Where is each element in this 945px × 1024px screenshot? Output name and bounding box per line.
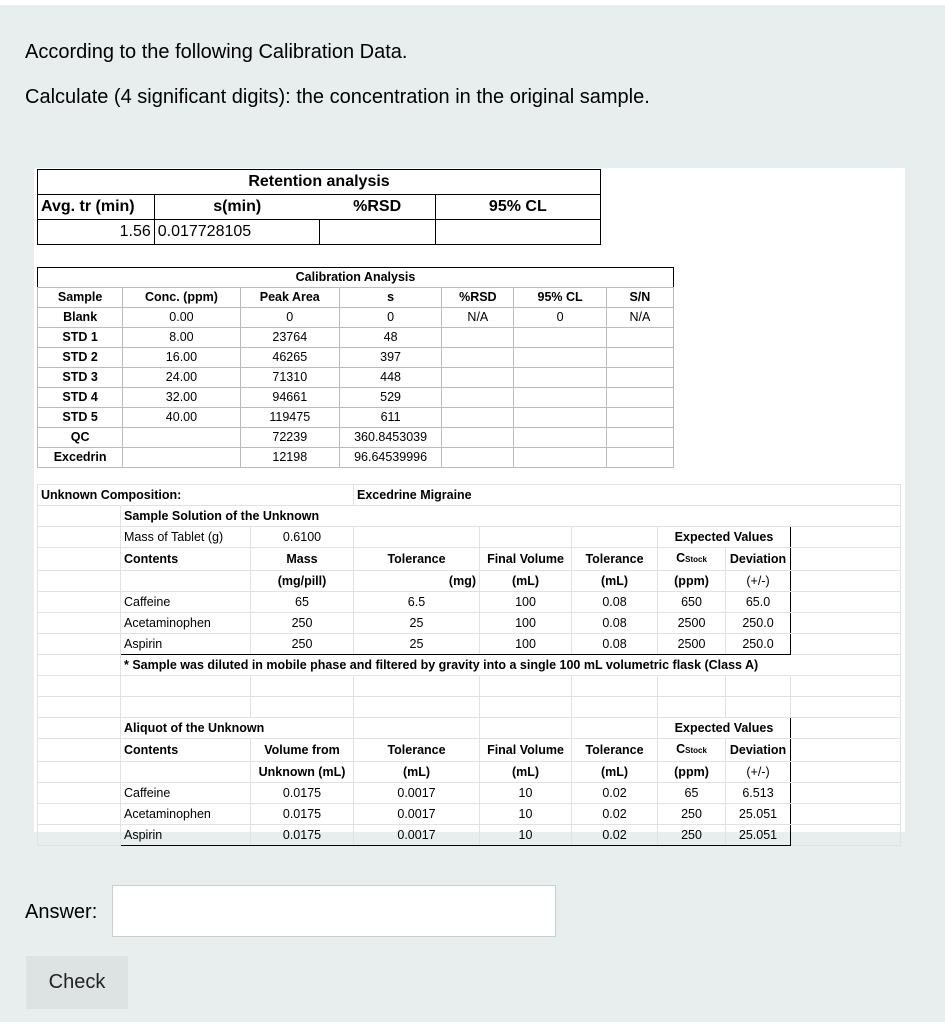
cell: 25: [354, 613, 480, 634]
unknown-composition-table: [37, 484, 901, 846]
al-hdr-tolerance: Tolerance: [354, 739, 480, 762]
cell: Caffeine: [121, 592, 251, 613]
cell: 2500: [658, 634, 726, 655]
retention-cl-value: [435, 220, 600, 245]
al-hdr-tolerance-2: Tolerance: [572, 739, 658, 762]
cell: [442, 368, 514, 388]
cell: STD 3: [38, 368, 123, 388]
table-row: [38, 348, 674, 368]
table-row: [38, 804, 901, 825]
cell: [442, 348, 514, 368]
cell: 0: [514, 308, 606, 328]
table-row: [38, 825, 901, 846]
cell: 0.08: [572, 634, 658, 655]
cell: Caffeine: [121, 783, 251, 804]
cell: Aspirin: [121, 825, 251, 846]
cell: 0.08: [572, 613, 658, 634]
cell: 250: [251, 634, 354, 655]
cell: 46265: [240, 348, 339, 368]
cell: 397: [339, 348, 441, 368]
hdr-mass: Mass: [251, 548, 354, 571]
table-row: [38, 592, 901, 613]
stock-subscript: Stock: [685, 746, 707, 755]
cell: 0: [240, 308, 339, 328]
al-hdr-c-stock: [658, 739, 726, 762]
cell: Blank: [38, 308, 123, 328]
cal-header-peak: Peak Area: [240, 288, 339, 308]
cell: 24.00: [123, 368, 240, 388]
retention-s-value: 0.017728105: [154, 220, 319, 245]
hdr-tolerance: Tolerance: [354, 548, 480, 571]
cell: 250.0: [726, 613, 791, 634]
stock-subscript: Stock: [685, 555, 707, 564]
cell: [514, 388, 606, 408]
cell: Excedrin: [38, 448, 123, 468]
cell: 6.513: [726, 783, 791, 804]
cell: [606, 368, 673, 388]
cell: [442, 428, 514, 448]
al-hdr-ml-3: (mL): [572, 762, 658, 783]
cell: [606, 388, 673, 408]
table-row: [38, 408, 674, 428]
cell: 250: [658, 804, 726, 825]
aliquot-expected-values: Expected Values: [658, 718, 791, 739]
cell: 65.0: [726, 592, 791, 613]
retention-avg-value: 1.56: [38, 220, 155, 245]
c-letter: C: [676, 742, 686, 756]
hdr-tolerance-2: Tolerance: [572, 548, 658, 571]
dilution-note: * Sample was diluted in mobile phase and filtered by gravity into a single 100 mL volumetric flask (Class A): [121, 655, 901, 676]
hdr-ppm: (ppm): [658, 571, 726, 592]
cell: 100: [480, 634, 572, 655]
cell: 25: [354, 634, 480, 655]
cell: 6.5: [354, 592, 480, 613]
check-button[interactable]: Check: [26, 956, 128, 1009]
answer-input[interactable]: [112, 885, 556, 937]
hdr-mg-pill: (mg/pill): [251, 571, 354, 592]
calibration-data-image: [34, 168, 905, 842]
cal-header-sn: S/N: [606, 288, 673, 308]
cell: 0.02: [572, 783, 658, 804]
cell: 71310: [240, 368, 339, 388]
aliquot-title: Aliquot of the Unknown: [121, 718, 354, 739]
al-hdr-unknown-ml: Unknown (mL): [251, 762, 354, 783]
cell: [123, 428, 240, 448]
answer-label: Answer:: [25, 901, 98, 923]
hdr-deviation: Deviation: [726, 548, 791, 571]
sample-solution-title: Sample Solution of the Unknown: [121, 506, 901, 527]
cell: [442, 388, 514, 408]
cell: [442, 408, 514, 428]
cell: 16.00: [123, 348, 240, 368]
cell: Acetaminophen: [121, 613, 251, 634]
cell: QC: [38, 428, 123, 448]
cell: 65: [251, 592, 354, 613]
cell: 0.0017: [354, 783, 480, 804]
cell: 650: [658, 592, 726, 613]
cell: 0.0017: [354, 825, 480, 846]
cell: 448: [339, 368, 441, 388]
table-row: [38, 634, 901, 655]
cell: STD 4: [38, 388, 123, 408]
calibration-table: [37, 267, 674, 468]
question-line-1: According to the following Calibration Data.: [25, 41, 408, 63]
cell: [514, 368, 606, 388]
cal-header-s: s: [339, 288, 441, 308]
cell: 94661: [240, 388, 339, 408]
table-row: [38, 448, 674, 468]
cell: 360.8453039: [339, 428, 441, 448]
al-hdr-ppm: (ppm): [658, 762, 726, 783]
cell: 23764: [240, 328, 339, 348]
cell: 119475: [240, 408, 339, 428]
cell: 250: [658, 825, 726, 846]
al-hdr-ml-2: (mL): [480, 762, 572, 783]
cell: 611: [339, 408, 441, 428]
cell: [606, 348, 673, 368]
cell: 100: [480, 592, 572, 613]
cell: 72239: [240, 428, 339, 448]
cell: [442, 328, 514, 348]
cell: [514, 428, 606, 448]
cal-header-rsd: %RSD: [442, 288, 514, 308]
cell: 40.00: [123, 408, 240, 428]
cell: [606, 328, 673, 348]
cell: 48: [339, 328, 441, 348]
cell: 0.0017: [354, 804, 480, 825]
cal-header-cl: 95% CL: [514, 288, 606, 308]
retention-rsd-value: [320, 220, 435, 245]
cell: Acetaminophen: [121, 804, 251, 825]
table-row: [38, 613, 901, 634]
hdr-mg: (mg): [354, 571, 480, 592]
cell: 96.64539996: [339, 448, 441, 468]
mass-label: Mass of Tablet (g): [121, 527, 251, 548]
cell: 250: [251, 613, 354, 634]
cell: 10: [480, 825, 572, 846]
cell: 32.00: [123, 388, 240, 408]
cell: 10: [480, 783, 572, 804]
cell: 12198: [240, 448, 339, 468]
retention-title: Retention analysis: [38, 170, 601, 195]
cell: [514, 408, 606, 428]
retention-header-rsd: %RSD: [320, 195, 435, 220]
unknown-label: Unknown Composition:: [38, 485, 354, 506]
cell: 65: [658, 783, 726, 804]
cal-header-sample: Sample: [38, 288, 123, 308]
cell: [514, 348, 606, 368]
question-panel: [0, 5, 945, 1022]
cell: 0.0175: [251, 825, 354, 846]
al-hdr-deviation: Deviation: [726, 739, 791, 762]
retention-header-cl: 95% CL: [435, 195, 600, 220]
cell: [606, 448, 673, 468]
cell: 0.0175: [251, 804, 354, 825]
cell: 25.051: [726, 825, 791, 846]
cell: 8.00: [123, 328, 240, 348]
expected-values-header: Expected Values: [658, 527, 791, 548]
cell: 100: [480, 613, 572, 634]
table-row: [38, 428, 674, 448]
hdr-ml-2: (mL): [572, 571, 658, 592]
hdr-pm: (+/-): [726, 571, 791, 592]
cell: 10: [480, 804, 572, 825]
cell: 0: [339, 308, 441, 328]
retention-header-s: s(min): [154, 195, 319, 220]
al-hdr-contents: Contents: [121, 739, 251, 762]
retention-header-avg: Avg. tr (min): [38, 195, 155, 220]
cell: N/A: [606, 308, 673, 328]
cell: [123, 448, 240, 468]
cell: [514, 448, 606, 468]
unknown-value: Excedrine Migraine: [354, 485, 901, 506]
table-row: [38, 308, 674, 328]
mass-value: 0.6100: [251, 527, 354, 548]
cell: 0.00: [123, 308, 240, 328]
cell: 25.051: [726, 804, 791, 825]
cal-header-conc: Conc. (ppm): [123, 288, 240, 308]
cell: 250.0: [726, 634, 791, 655]
cell: STD 1: [38, 328, 123, 348]
hdr-final-volume: Final Volume: [480, 548, 572, 571]
c-letter: C: [676, 551, 686, 565]
cell: STD 2: [38, 348, 123, 368]
cell: 529: [339, 388, 441, 408]
al-hdr-volume: Volume from: [251, 739, 354, 762]
cell: 0.02: [572, 804, 658, 825]
al-hdr-ml: (mL): [354, 762, 480, 783]
cell: [606, 408, 673, 428]
al-hdr-final-volume: Final Volume: [480, 739, 572, 762]
cell: 0.0175: [251, 783, 354, 804]
cell: [514, 328, 606, 348]
calibration-title: Calibration Analysis: [38, 268, 674, 288]
cell: [442, 448, 514, 468]
cell: 0.08: [572, 592, 658, 613]
cell: N/A: [442, 308, 514, 328]
hdr-ml: (mL): [480, 571, 572, 592]
hdr-contents: Contents: [121, 548, 251, 571]
cell: STD 5: [38, 408, 123, 428]
cell: [606, 428, 673, 448]
cell: 2500: [658, 613, 726, 634]
retention-table: [37, 169, 601, 245]
table-row: [38, 328, 674, 348]
hdr-c-stock: [658, 548, 726, 571]
cell: 0.02: [572, 825, 658, 846]
table-row: [38, 783, 901, 804]
al-hdr-pm: (+/-): [726, 762, 791, 783]
table-row: [38, 368, 674, 388]
cell: Aspirin: [121, 634, 251, 655]
table-row: [38, 388, 674, 408]
question-line-2: Calculate (4 significant digits): the concentration in the original sample.: [25, 86, 650, 108]
